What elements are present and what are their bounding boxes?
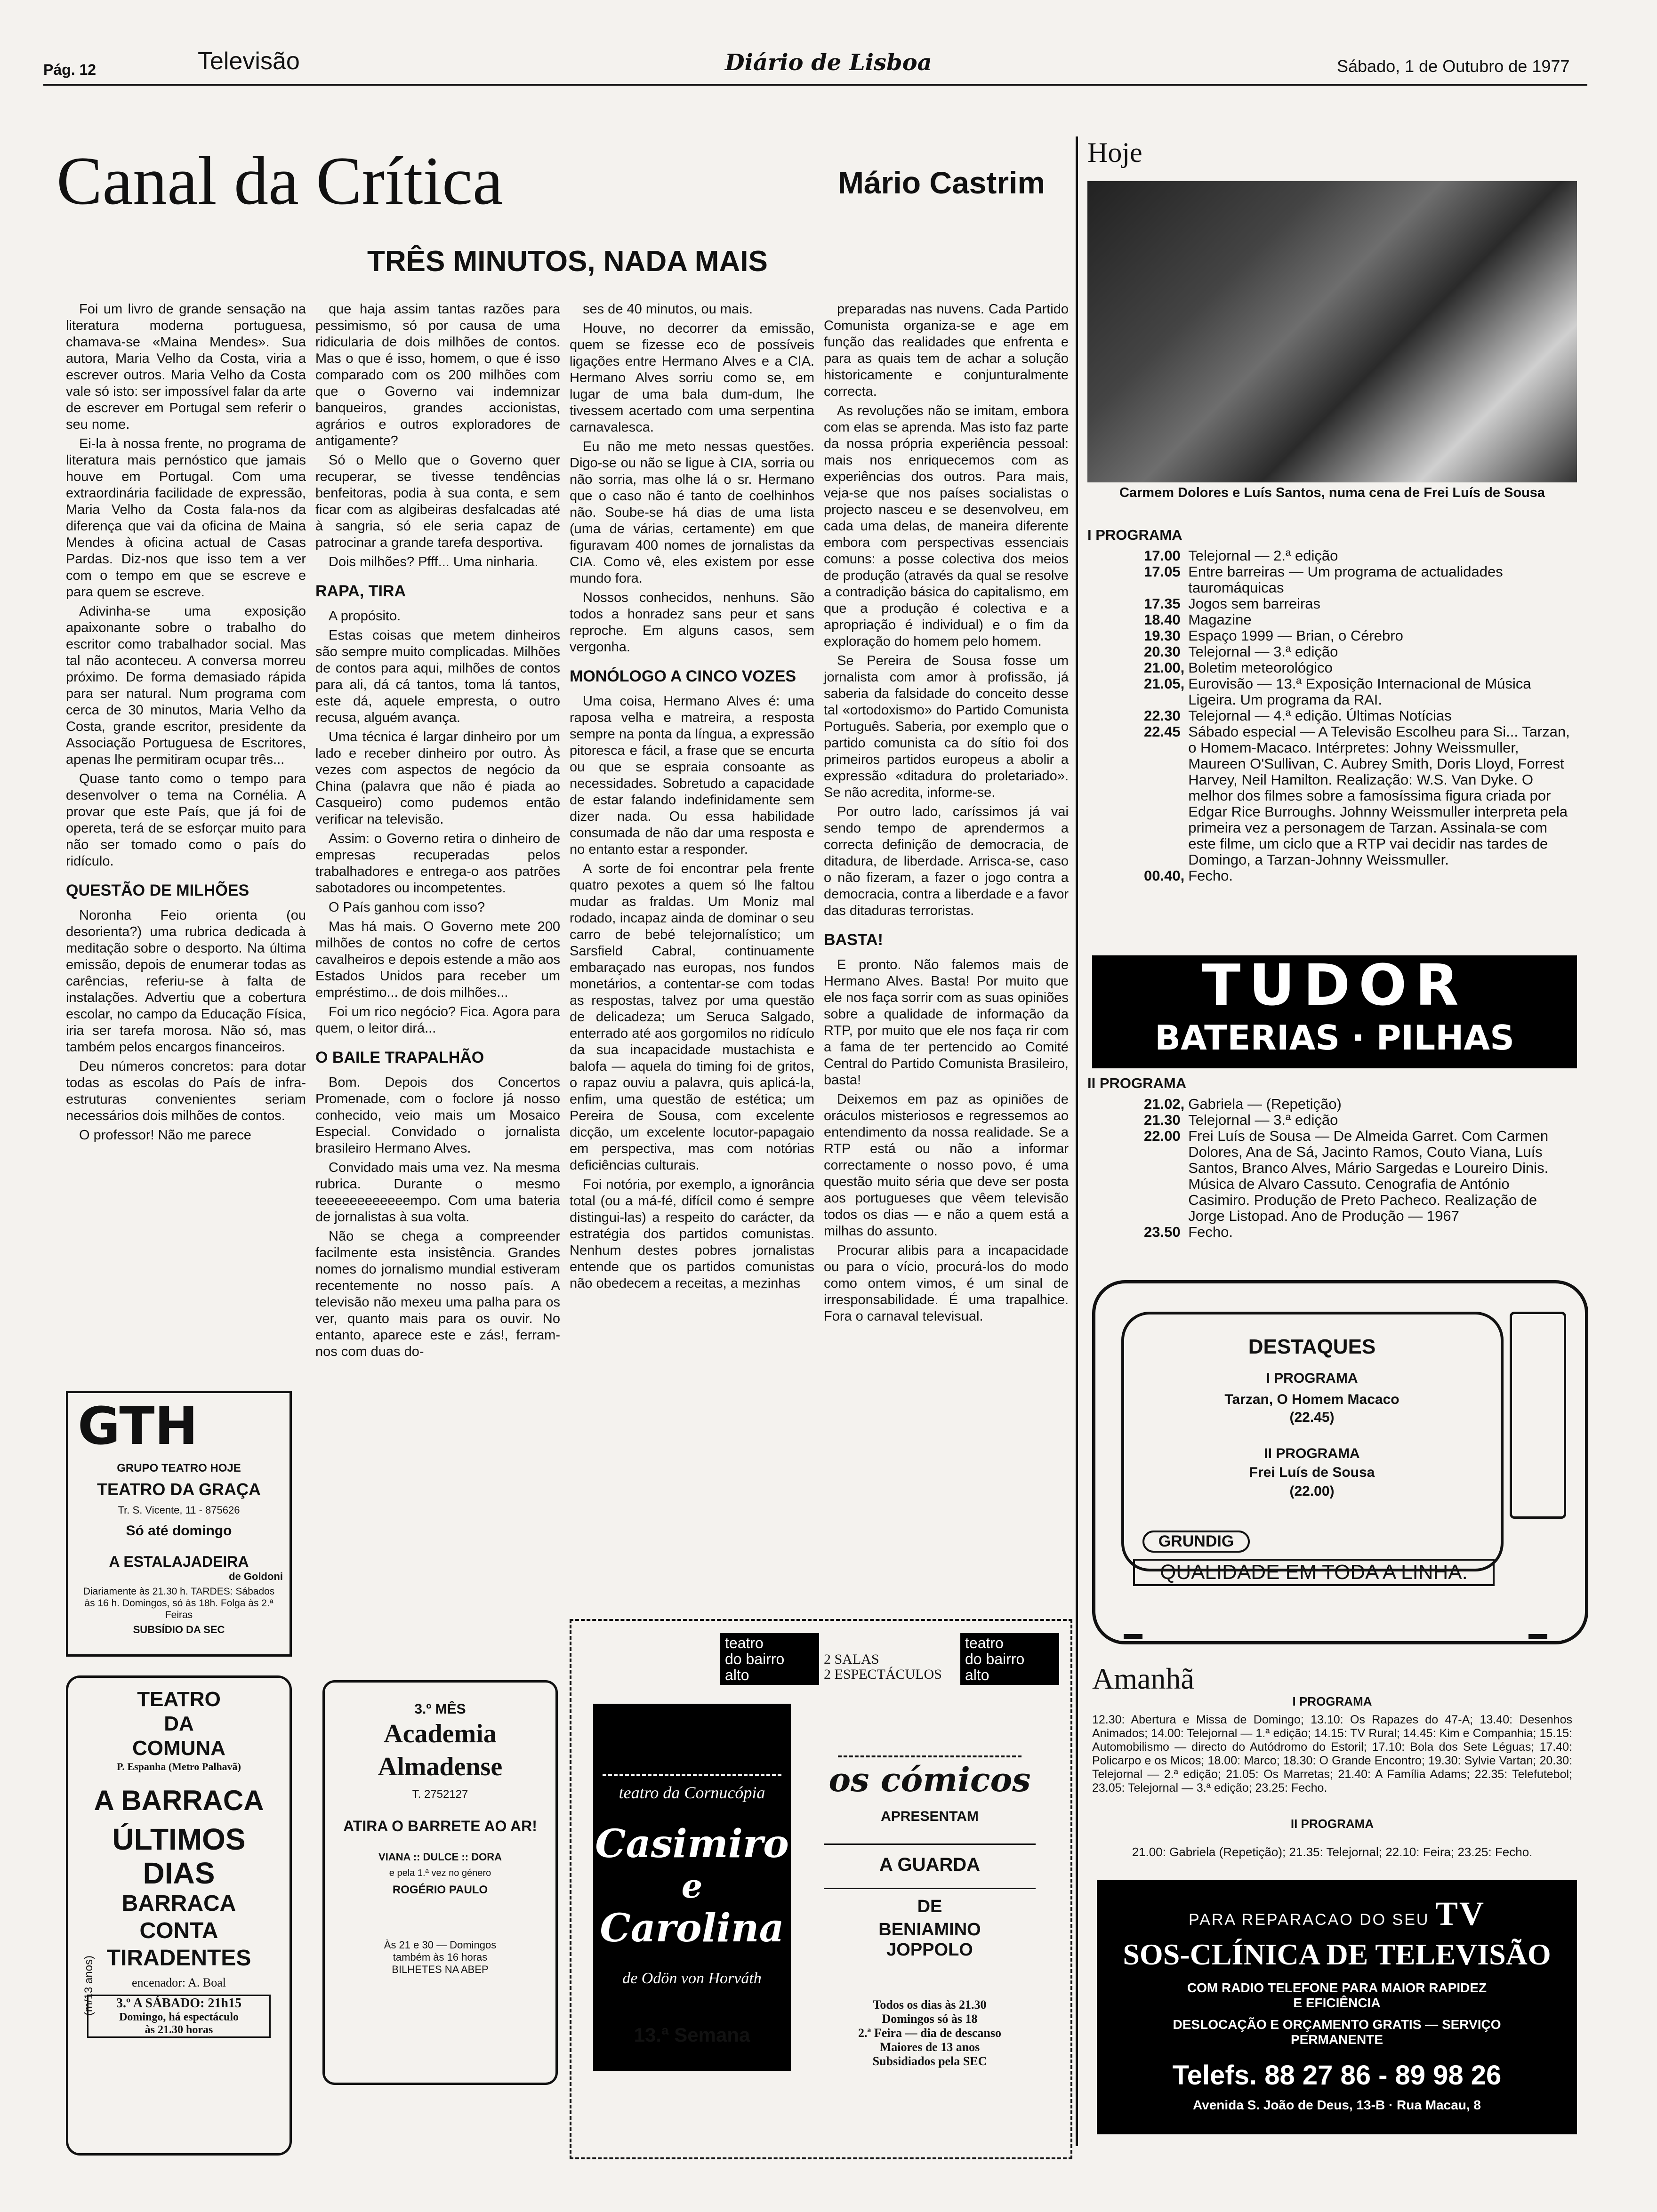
gth-theatre: TEATRO DA GRAÇA xyxy=(97,1480,261,1499)
comicos-sched-line: Domingos só às 18 xyxy=(882,2012,978,2026)
paragraph: Foi um rico negócio? Fica. Agora para quem, o leitor dirá... xyxy=(315,1004,560,1036)
destaques-p1-item: Tarzan, O Homem Macaco xyxy=(1224,1392,1400,1407)
bairro-tag-1 xyxy=(720,1633,819,1685)
paragraph: Convidado mais uma vez. Na mesma rubrica. Durante o mesmo teeeeeeeeeeeempo. Com uma bateria de jornalistas à sua volta. xyxy=(315,1160,560,1225)
comuna-sched-2: Domingo, há espectáculo xyxy=(119,2011,239,2023)
comicos-present: APRESENTAM xyxy=(881,1809,979,1824)
listing-row: 22.45 Sábado especial — A Televisão Escolheu para Si... Tarzan, o Homem-Macaco. Intérpretes: Johny Weissmuller, Maureen O'Sullivan, C. Aubrey Smith, Doris Lloyd, Forrest Harvey, Neil Hamilton. Realização: W.S. Van Dyke. O melhor dos filmes sobre a famosíssima figura criada por Edgar Rice Burroughs. Johnny Weissmuller interpreta pela primeira vez a personagem de Tarzan. Assinala-se com este filme, um ciclo que a RTP vai decidir nas tardes de Domingo, a Tarzan-Johnny Weissmuller. xyxy=(1144,723,1570,868)
cornucopia-play-2: e xyxy=(681,1867,703,1906)
paragraph: O professor! Não me parece xyxy=(79,1128,251,1143)
comicos-author-1: BENIAMINO xyxy=(878,1920,981,1940)
gth-only: Só até domingo xyxy=(126,1523,232,1539)
photo-frei-luis-de-sousa xyxy=(1087,181,1577,482)
paragraph: Estas coisas que metem dinheiros são sempre muito complicadas. Milhões de contos para aqui, milhões de contos para ali, dá cá tantos, toma lá tantos, este dá, aquele empresta, o outro recusa, alguém avança. xyxy=(315,628,560,725)
comicos-sched-line: Subsidiados pela SEC xyxy=(872,2054,987,2068)
listing-row: 21.02, Gabriela — (Repetição) xyxy=(1144,1096,1342,1112)
comicos-author-2: JOPPOLO xyxy=(886,1940,973,1960)
article-column-2 xyxy=(315,301,560,1363)
listing-row: 20.30 Telejornal — 3.ª edição xyxy=(1144,643,1338,660)
paragraph: Só o Mello que o Governo quer recuperar, se tivesse tendências benfeitoras, podia à sua conta, e sem ficar com as algibeiras desfalcadas até à sangria, só ele seria capaz de patrocinar a grande tarefa desportiva. xyxy=(315,453,560,550)
comuna-t2: DA xyxy=(164,1712,194,1735)
page-title: Canal da Crítica xyxy=(56,143,503,219)
gth-play: A ESTALAJADEIRA xyxy=(109,1553,249,1570)
tag-line: do bairro xyxy=(965,1651,1025,1667)
comuna-line-3: BARRACA xyxy=(121,1891,236,1916)
sos-address: Avenida S. João de Deus, 13-B · Rua Macau, 8 xyxy=(1192,2098,1481,2112)
hoje-programa-2 xyxy=(1087,1075,1577,1240)
bairro-tag-2 xyxy=(960,1633,1059,1685)
comicos-sched-line: 2.ª Feira — dia de descanso xyxy=(858,2026,1001,2040)
programa-2-label: II PROGRAMA xyxy=(1087,1075,1187,1091)
listing-row: 23.50 Fecho. xyxy=(1144,1224,1233,1240)
masthead: Diário de Lisboa xyxy=(725,49,932,76)
listing-row: 00.40, Fecho. xyxy=(1144,867,1233,884)
tag-line: do bairro xyxy=(725,1651,785,1667)
comicos-sched-line: Maiores de 13 anos xyxy=(879,2040,980,2054)
gth-subsidy: SUBSÍDIO DA SEC xyxy=(133,1624,225,1635)
academia-ad xyxy=(322,1680,558,2085)
listing-row: 17.05 Entre barreiras — Um programa de actualidades tauromáquicas xyxy=(1144,563,1503,596)
tag-line: alto xyxy=(725,1667,749,1683)
paragraph: As revoluções não se imitam, embora com elas se aprenda. Mas isto faz parte da nossa própria experiência pessoal: mais nos enriquecemos com as experiências dos outros. Para mais, veja-se que nos países socialistas o projecto nasceu e se desenvolveu, em cada uma delas, de maneira diferente embora com perspectivas essenciais comuns: a posse colectiva dos meios de produção (através da qual se resolve a contradição básica do capitalismo, em que a produção é colectiva e a apropriação é individual) e o fim da exploração do homem pelo homem. xyxy=(824,403,1069,649)
paragraph: Assim: o Governo retira o dinheiro de empresas recuperadas pelos trabalhadores e entrega-o aos patrões sabotadores ou incompetentes. xyxy=(315,831,560,896)
gth-address: Tr. S. Vicente, 11 - 875626 xyxy=(118,1504,240,1516)
comuna-t1: TEATRO xyxy=(137,1688,221,1711)
academia-sched-1: Às 21 e 30 — Domingos xyxy=(384,1939,497,1951)
sos-line-1: COM RADIO TELEFONE PARA MAIOR RAPIDEZ xyxy=(1187,1980,1487,1995)
cornucopia-author: de Odön von Horváth xyxy=(622,1970,762,1987)
headline: TRÊS MINUTOS, NADA MAIS xyxy=(367,245,768,278)
comicos-figures xyxy=(838,1704,1022,1757)
academia-note: e pela 1.ª vez no género xyxy=(389,1868,491,1878)
amanha-p2-text: 21.00: Gabriela (Repetição); 21.35: Telejornal; 22.10: Feira; 23.25: Fecho. xyxy=(1132,1845,1533,1859)
amanha-p2-label: II PROGRAMA xyxy=(1290,1817,1374,1831)
paragraph: A sorte de foi encontrar pela frente quatro pexotes a quem só lhe faltou mudar as fraldas. Um Moniz mal rodado, incapaz ainda de dominar o seu carro de bebé telejornalístico; um Sarsfield Cabral, continuamente embaraçado nas europas, nos fundos monetários, a contentar-se com todas as respostas, talvez por uma questão de delicadeza; um Seruca Salgado, enterrado até aos gorgomilos no ridículo da sua incapacidade mustachista e balofa — aquela do timing foi de gritos, o rapaz ouviu a palavra, quis aplicá-la, enfim, uma questão de estética; um Pereira de Sousa, com excelente dicção, um excelente locutor-papagaio em perspectiva, mas com notórias deficiências culturais. xyxy=(570,861,814,1173)
tag-line: teatro xyxy=(965,1635,1004,1651)
salas-line: 2 ESPECTÁCULOS xyxy=(824,1667,942,1682)
comuna-line-5: TIRADENTES xyxy=(106,1946,251,1971)
paragraph: Nossos conhecidos, nenhuns. São todos a honradez sans peur et sans reproche. Em alguns casos, sem vergonha. xyxy=(570,590,814,655)
cornucopia-weeks: 13.ª Semana xyxy=(634,2024,750,2046)
bairro-salas xyxy=(824,1652,942,1682)
academia-name-2: Almadense xyxy=(378,1752,503,1781)
paragraph: A propósito. xyxy=(329,609,401,624)
sos-phone: Telefs. 88 27 86 - 89 98 26 xyxy=(1172,2060,1502,2091)
paragraph: Houve, no decorrer da emissão, quem se fizesse eco de possíveis ligações entre Hermano Alves e a CIA. Hermano Alves sorriu como se, em lugar de uma bala dum-dum, lhe tivessem acertado com uma serpentina carnavalesca. xyxy=(570,321,814,435)
destaques-p1-label: I PROGRAMA xyxy=(1266,1370,1358,1386)
listing-row: 17.00 Telejornal — 2.ª edição xyxy=(1144,547,1338,564)
comicos-de: DE xyxy=(824,1888,1036,1917)
salas-line: 2 SALAS xyxy=(824,1651,879,1667)
academia-cast: VIANA :: DULCE :: DORA xyxy=(378,1851,502,1863)
comuna-sched-3: às 21.30 horas xyxy=(145,2024,213,2036)
destaques-p2-item: Frei Luís de Sousa xyxy=(1249,1465,1375,1480)
paragraph: Se Pereira de Sousa fosse um jornalista com amor à profissão, já saberia da falsidade do conceito desse tal «ortodoxismo» do Partido Comunista Português. Saberia, por exemplo que o partido comunista ca do sítio foi dos primeiros partidos europeus a abolir a expressão «ditadura do proletariado». Se não acredita, informe-se. xyxy=(824,653,1069,800)
paragraph: Eu não me meto nessas questões. Digo-se ou não se ligue à CIA, sorria ou não sorria, mas olhe lá o sr. Hermano que o caso não é tanto de coelhinhos não. Soube-se há dias de uma lista (uma de várias, certamente) em que figuravam 400 nomes de jornalistas da CIA. Como vê, eles existem por esse mundo fora. xyxy=(570,439,814,586)
academia-name-1: Academia xyxy=(384,1719,497,1748)
tag-line: alto xyxy=(965,1667,989,1683)
comuna-sched-1: 3.º A SÁBADO: 21h15 xyxy=(116,1996,241,2011)
gth-ad xyxy=(66,1391,292,1657)
paragraph: ses de 40 minutos, ou mais. xyxy=(583,302,753,317)
comuna-address: P. Espanha (Metro Palhavã) xyxy=(116,1761,241,1772)
tv-leg-right xyxy=(1528,1634,1547,1639)
paragraph: Deixemos em paz as opiniões de oráculos misteriosos e regressemos ao entendimento da nossa realidade. Se a RTP está ou não a informar correctamente o nosso povo, é uma questão muito séria que deve ser posta aos portugueses que vêem televisão todos os dias — e não a quem está a milhas do assunto. xyxy=(824,1092,1069,1239)
comuna-director: encenador: A. Boal xyxy=(132,1976,226,1989)
cornucopia-company: teatro da Cornucópia xyxy=(619,1783,765,1802)
comuna-line-4: CONTA xyxy=(139,1918,218,1943)
sos-tv: TV xyxy=(1435,1895,1485,1932)
hoje-programa-1 xyxy=(1087,527,1577,884)
comicos-sched-line: Todos os dias às 21.30 xyxy=(873,1998,987,2012)
paragraph: Procurar alibis para a incapacidade ou para o vício, procurá-los do modo como ontem vimos, é um sinal de irresponsabilidade. É uma trapalhice. Fora o carnaval televisual. xyxy=(824,1243,1069,1324)
comuna-play: A BARRACA xyxy=(94,1785,264,1816)
subheading-basta: BASTA! xyxy=(824,931,883,949)
grundig-tv-ad xyxy=(1092,1280,1588,1644)
paragraph: preparadas nas nuvens. Cada Partido Comunista organiza-se e age em função das realidades que enfrenta e para as quais tem de achar a solução historicamente e conjunturalmente correcta. xyxy=(824,302,1069,399)
header-rule xyxy=(43,84,1587,86)
paragraph: Não se chega a compreender facilmente esta insistência. Grandes nomes do jornalismo mundial estiveram recentemente no nosso país. A televisão não mexeu uma palha para os ver, quanto mais para os ouvir. No entanto, aparece este e zás!, ferram-nos com duas do- xyxy=(315,1229,560,1359)
hoje-title: Hoje xyxy=(1087,137,1142,168)
paragraph: Adivinha-se uma exposição apaixonante sobre o trabalho do escritor como trabalhador social. Mas tal não aconteceu. A conversa morreu próximo. De forma demasiado rápida para ser natural. Num programa com cerca de 30 minutos, Maria Velho da Costa, grande escritor, presidente da Associação Portuguesa de Escritores, apenas lhe permitiram ocupar três... xyxy=(66,604,306,767)
sos-line-3: DESLOCAÇÃO E ORÇAMENTO GRATIS — SERVIÇO xyxy=(1173,2017,1501,2032)
academia-sched-2: também às 16 horas xyxy=(393,1951,488,1963)
comicos-ad xyxy=(824,1704,1036,2068)
tag-line: teatro xyxy=(725,1635,764,1651)
gth-author: de Goldoni xyxy=(229,1571,283,1582)
paragraph: Bom. Depois dos Concertos Promenade, com o foclore já nosso conhecido, veio mais um Mosaico Especial. Convidado o jornalista brasileiro Hermano Alves. xyxy=(315,1075,560,1156)
comuna-schedule xyxy=(87,1995,271,2038)
subheading-baile: O BAILE TRAPALHÃO xyxy=(315,1049,484,1066)
comuna-t3: COMUNA xyxy=(132,1737,225,1760)
tudor-tagline: BATERIAS · PILHAS xyxy=(1155,1018,1514,1058)
cornucopia-play-3: Carolina xyxy=(600,1906,784,1951)
tudor-logo: TUDOR xyxy=(1202,953,1467,1018)
paragraph: Por outro lado, caríssimos já vai sendo tempo de aprendermos a correcta definição de democracia, de ditadura, de liberdade. Arrisca-se, caso o não fizeram, a fazer o jogo contra a democracia, contra a liberdade e a favor das ditaduras terroristas. xyxy=(824,804,1069,918)
paragraph: E pronto. Não falemos mais de Hermano Alves. Basta! Por muito que ele nos faça sorrir com as suas opiniões sobre a qualidade de informação da RTP, por muito que ele nos faça rir com a fama de ter pertencido ao Comité Central do Partido Comunista Brasileiro, basta! xyxy=(824,957,1069,1088)
author-byline: Mário Castrim xyxy=(838,165,1046,200)
comicos-company: os cómicos xyxy=(828,1760,1031,1799)
sos-name: SOS-CLÍNICA DE TELEVISÃO xyxy=(1123,1938,1551,1971)
listing-row: 21.00, Boletim meteorológico xyxy=(1144,659,1333,676)
grundig-slogan: QUALIDADE EM TODA A LINHA. xyxy=(1133,1559,1495,1586)
comicos-schedule xyxy=(824,1998,1036,2068)
destaques-p1-time: (22.45) xyxy=(1289,1410,1335,1425)
article-column-1 xyxy=(66,301,306,1146)
comuna-line-2: DIAS xyxy=(143,1856,215,1890)
tv-leg-left xyxy=(1124,1634,1142,1639)
destaques-p2-label: II PROGRAMA xyxy=(1264,1446,1360,1461)
sos-pre: PARA REPARACAO DO SEU xyxy=(1189,1911,1430,1929)
academia-actor: ROGÉRIO PAULO xyxy=(392,1883,488,1896)
article-column-4 xyxy=(824,301,1069,1328)
sos-clinica-ad xyxy=(1097,1880,1577,2134)
tv-side-panel xyxy=(1510,1312,1566,1519)
issue-date: Sábado, 1 de Outubro de 1977 xyxy=(1337,56,1570,76)
gth-schedule: Diariamente às 21.30 h. TARDES: Sábados às 16 h. Domingos, só às 18h. Folga às 2.ª Feiras xyxy=(83,1586,275,1620)
paragraph: Foi notória, por exemplo, a ignorância total (ou a má-fé, difícil como é sempre distingui-las) a respeito do carácter, da estratégia dos partidos comunistas. Nenhum destes pobres jornalistas entende que os partidos comunistas não obedecem a receitas, a mezinhas xyxy=(570,1177,814,1291)
paragraph: Foi um livro de grande sensação na literatura moderna portuguesa, chamava-se «Maina Mendes». Sua autora, Maria Velho da Costa, viria a escrever outros. Maria Velho da Costa vale só isto: ser impossível falar da arte de escrever em Portugal sem referir o seu nome. xyxy=(66,302,306,432)
academia-sched-3: BILHETES NA ABEP xyxy=(392,1964,489,1975)
paragraph: Ei-la à nossa frente, no programa de literatura mais pernóstico que jamais houve em Portugal. Com uma extraordinária facilidade de expressão, Maria Velho da Costa fala-nos da diferença que vai da oficina de Maina Mendes à oficina actual de Casas Pardas. Diz-nos que isso tem a ver com o tempo em que se escreve e para quem se escreve. xyxy=(66,436,306,600)
subheading-questao: QUESTÃO DE MILHÕES xyxy=(66,882,249,899)
programa-1-label: I PROGRAMA xyxy=(1087,527,1182,543)
article-column-3-body xyxy=(570,301,814,1295)
photo-caption: Carmem Dolores e Luís Santos, numa cena de Frei Luís de Sousa xyxy=(1119,485,1545,500)
amanha-title: Amanhã xyxy=(1092,1662,1194,1695)
paragraph: Uma coisa, Hermano Alves é: uma raposa velha e matreira, a resposta sempre na ponta da língua, a expressão pitoresca e fácil, a frase que se encurta ou que se espraia consoante as necessidades. Sobretudo a capacidade de estar falando indefinidamente sem dizer nada. Ou essa habilidade consumada de não dar uma resposta e no entanto estar a responder. xyxy=(570,694,814,857)
destaques-title: DESTAQUES xyxy=(1248,1335,1376,1358)
section-name: Televisão xyxy=(198,48,300,75)
paragraph: O País ganhou com isso? xyxy=(329,900,485,915)
gth-group: GRUPO TEATRO HOJE xyxy=(117,1462,241,1475)
page-number: Pág. 12 xyxy=(43,61,97,78)
tudor-ad xyxy=(1092,955,1577,1068)
sos-line-4: PERMANENTE xyxy=(1290,2032,1383,2047)
paragraph: Deu números concretos: para dotar todas as escolas do País de infra-estruturas convenientes seriam necessários dois milhões de contos. xyxy=(66,1059,306,1123)
paragraph: Quase tanto como o tempo para desenvolver o tema na Cornélia. A provar que este País, que já foi de opereta, terá de se esforçar muito para não ser tomado como o país do ridículo. xyxy=(66,771,306,869)
subheading-monologo: MONÓLOGO A CINCO VOZES xyxy=(570,667,796,685)
comuna-age: (m/13 anos) xyxy=(82,1955,96,2016)
academia-month: 3.º MÊS xyxy=(414,1701,466,1717)
column-divider xyxy=(1076,136,1078,2146)
listing-row: 21.05, Eurovisão — 13.ª Exposição Internacional de Música Ligeira. Um programa da RAI. xyxy=(1144,675,1531,708)
comicos-play: A GUARDA xyxy=(824,1843,1036,1875)
amanha-p1-text: 12.30: Abertura e Missa de Domingo; 13.10: Os Rapazes do 47-A; 13.40: Desenhos Animados; 14.00: Telejornal — 1.ª edição; 14.15: TV Rural; 14.45: Kim e Companhia; 15.15: Automobilismo — directo do Autódromo do Estoril; 17.10: Bola dos Sete Léguas; 17.40: Policarpo e os Micos; 18.00: Marco; 18.30: O Grande Encontro; 19.30: Sylvie Vartan; 20.30: Telejornal — 2.ª edição; 21.05: Os Marretas; 21.40: A Família Adams; 22.35: Telefutebol; 23.05: Telejornal — 3.ª edição; 23.25: Fecho. xyxy=(1092,1713,1572,1795)
paragraph: Uma técnica é largar dinheiro por um lado e receber dinheiro por outro. Às vezes com aspectos de negócio da China (palavra que não é piada ao Casqueiro) como pudemos então verificar na televisão. xyxy=(315,729,560,827)
comuna-ad xyxy=(66,1675,292,2156)
amanha-p1-label: I PROGRAMA xyxy=(1292,1694,1372,1708)
cornucopia-play-1: Casimiro xyxy=(595,1821,789,1867)
comuna-line-1: ÚLTIMOS xyxy=(112,1822,246,1856)
cornucopia-figures xyxy=(603,1713,781,1776)
cornucopia-poster xyxy=(593,1704,791,2071)
subheading-rapa: RAPA, TIRA xyxy=(315,582,406,600)
destaques-p2-time: (22.00) xyxy=(1289,1483,1335,1499)
listing-row: 22.00 Frei Luís de Sousa — De Almeida Garret. Com Carmen Dolores, Ana de Sá, Jacinto Ramos, Couto Viana, Luís Santos, Branco Alves, Mário Sargedas e Loureiro Dinis. Música de Alvaro Cassuto. Cenografia de António Casimiro. Produção de Preto Pacheco. Realização de Jorge Listopad. Ano de Produção — 1967 xyxy=(1144,1128,1549,1224)
paragraph: Noronha Feio orienta (ou desorienta?) uma rubrica dedicada à meditação sobre o desporto. Na última emissão, depois de enumerar todas as carências, referiu-se à falta de instalações. Advertiu que a cobertura escolar, no campo da Educação Física, iria ser tarefa morosa. Não só, mas também pelos encargos financeiros. xyxy=(66,908,306,1055)
academia-phone: T. 2752127 xyxy=(412,1788,468,1801)
listing-row: 18.40 Magazine xyxy=(1144,611,1252,628)
paragraph: que haja assim tantas razões para pessimismo, só por causa de uma ridicularia de dois milhões de contos. Mas o que é isso, homem, o que é isso comparado com os 200 milhões com que o Governo vai indemnizar banqueiros, grandes accionistas, agrários e outros exploradores de antigamente? xyxy=(315,302,560,449)
listing-row: 17.35 Jogos sem barreiras xyxy=(1144,595,1321,612)
listing-row: 21.30 Telejornal — 3.ª edição xyxy=(1144,1112,1338,1128)
listing-row: 22.30 Telejornal — 4.ª edição. Últimas Notícias xyxy=(1144,707,1452,724)
gth-logo: GTH xyxy=(78,1396,198,1456)
listing-row: 19.30 Espaço 1999 — Brian, o Cérebro xyxy=(1144,627,1403,644)
sos-line-2: E EFICIÊNCIA xyxy=(1293,1996,1381,2010)
academia-play: ATIRA O BARRETE AO AR! xyxy=(343,1818,537,1835)
paragraph: Mas há mais. O Governo mete 200 milhões de contos no cofre de certos cavalheiros e depois estende a mão aos Estados Unidos para receber um empréstimo... de dois milhões... xyxy=(315,919,560,1000)
grundig-logo: GRUNDIG xyxy=(1142,1531,1250,1553)
paragraph: Dois milhões? Pfff... Uma ninharia. xyxy=(329,554,539,569)
